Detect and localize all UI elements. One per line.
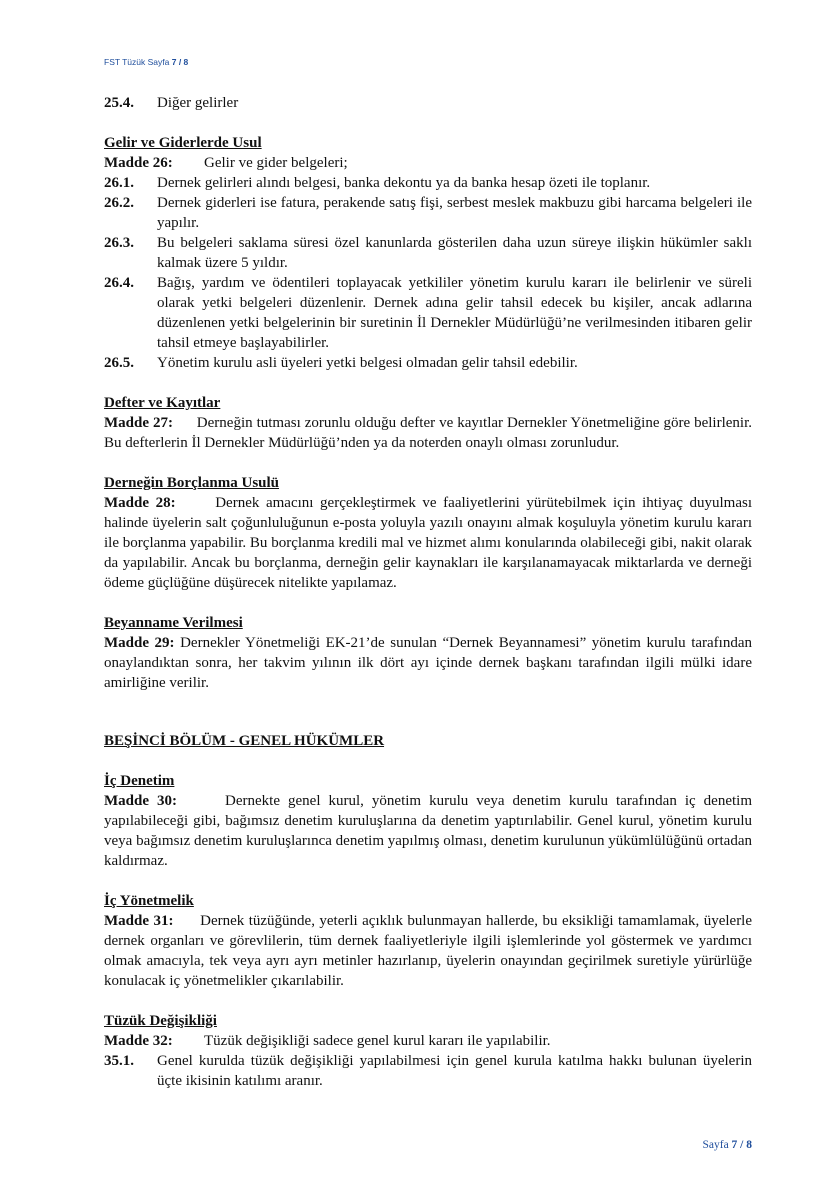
madde-29 xyxy=(104,633,752,693)
madde-label: Madde 28: xyxy=(104,495,176,511)
madde-label: Madde 32: xyxy=(104,1033,173,1049)
header-page-current: 7 xyxy=(171,57,177,67)
madde-27 xyxy=(104,413,752,453)
madde-28 xyxy=(104,493,752,593)
heading-tuzuk-degisikligi: Tüzük Değişikliği xyxy=(104,1013,217,1029)
document-body xyxy=(104,93,752,1091)
item-text: Bu belgeleri saklama süresi özel kanunlarda gösterilen daha uzun süreye ilişkin hükümler saklı kalmak üzere 5 yıldır. xyxy=(157,235,752,271)
madde-text: Gelir ve gider belgeleri; xyxy=(204,155,348,171)
madde-label: Madde 26: xyxy=(104,155,173,171)
item-35-1 xyxy=(104,1051,752,1091)
madde-text: Tüzük değişikliği sadece genel kurul kararı ile yapılabilir. xyxy=(204,1033,551,1049)
item-number: 25.4. xyxy=(104,95,134,111)
footer-page-sep: / xyxy=(737,1139,747,1151)
item-number: 35.1. xyxy=(104,1053,134,1069)
madde-text: Dernekte genel kurul, yönetim kurulu veya denetim kurulu tarafından iç denetim yapılabileceği gibi, bağımsız denetim kuruluşlarına da denetim yaptırılabilir. Genel kurul, yönetim kurulu veya bağımsız denetim kuruluşlarınca denetim yapılmış olması, denetim kurulunun yükümlülüğünü ortadan kaldırmaz. xyxy=(104,793,752,869)
item-26-2 xyxy=(104,193,752,233)
madde-text: Derneğin tutması zorunlu olduğu defter ve kayıtlar Dernekler Yönetmeliğine göre belirlenir. Bu defterlerin İl Dernekler Müdürlüğü’nden ya da noterden onaylı olması zorunludur. xyxy=(104,415,753,451)
item-text: Diğer gelirler xyxy=(157,95,239,111)
item-25-4 xyxy=(104,93,752,113)
footer-prefix: Sayfa xyxy=(702,1139,732,1151)
item-text: Dernek giderleri ise fatura, perakende satış fişi, serbest meslek makbuzu gibi harcama belgeleri ile yapılır. xyxy=(157,195,752,231)
madde-label: Madde 30: xyxy=(104,793,177,809)
item-number: 26.4. xyxy=(104,275,134,291)
item-26-3 xyxy=(104,233,752,273)
madde-text: Dernek amacını gerçekleştirmek ve faaliyetlerini yürütebilmek için ihtiyaç duyulması halinde üyelerin salt çoğunluluğunun e-posta yoluyla yazılı onayını almak koşuluyla yönetim kurulu kararı ile borçlanma yapabilir. Bu borçlanma kredili mal ve hizmet alımı konularında olabileceği gibi, nakit olarak da yapılabilir. Ancak bu borçlanma, derneğin gelir kaynakları ile karşılanamayacak miktarlarda ve derneği ödeme güçlüğüne düşürecek nitelikte yapılamaz. xyxy=(104,495,753,591)
madde-26 xyxy=(104,153,752,173)
page-footer xyxy=(702,1139,752,1151)
footer-page-current: 7 xyxy=(731,1139,738,1151)
heading-ic-denetim: İç Denetim xyxy=(104,773,175,789)
header-page-total: 8 xyxy=(183,57,189,67)
footer-page-total: 8 xyxy=(746,1139,752,1151)
heading-gelir-gider: Gelir ve Giderlerde Usul xyxy=(104,135,262,151)
item-26-4 xyxy=(104,273,752,353)
madde-label: Madde 31: xyxy=(104,913,174,929)
item-number: 26.1. xyxy=(104,175,134,191)
item-number: 26.5. xyxy=(104,355,134,371)
item-text: Genel kurulda tüzük değişikliği yapılabilmesi için genel kurula katılma hakkı bulunan üyelerin üçte ikisinin katılımı aranır. xyxy=(157,1053,752,1089)
madde-text: Dernekler Yönetmeliği EK-21’de sunulan “Dernek Beyannamesi” yönetim kurulu tarafından onaylandıktan sonra, her takvim yılının ilk dört ayı içinde dernek başkanı tarafından ilgili mülki idare amirliğine verilir. xyxy=(104,635,753,691)
heading-bolum-5: BEŞİNCİ BÖLÜM - GENEL HÜKÜMLER xyxy=(104,733,385,749)
madde-31 xyxy=(104,911,752,991)
item-26-1 xyxy=(104,173,752,193)
item-text: Bağış, yardım ve ödentileri toplayacak yetkililer yönetim kurulu kararı ile belirlenir ve süreli olarak yetki belgeleri düzenlenir. Dernek adına gelir tahsil edecek bu kişiler, ancak adlarına düzenlenen yetki belgelerinin bir suretinin İl Dernekler Müdürlüğü’ne verilmesinden itibaren gelir tahsil etmeye başlayabilirler. xyxy=(157,275,752,351)
page-header xyxy=(104,57,188,67)
item-text: Dernek gelirleri alındı belgesi, banka dekontu ya da banka hesap özeti ile toplanır. xyxy=(157,175,651,191)
heading-defter: Defter ve Kayıtlar xyxy=(104,395,221,411)
item-number: 26.3. xyxy=(104,235,134,251)
madde-label: Madde 27: xyxy=(104,415,173,431)
item-text: Yönetim kurulu asli üyeleri yetki belgesi olmadan gelir tahsil edebilir. xyxy=(157,355,578,371)
heading-beyanname: Beyanname Verilmesi xyxy=(104,615,243,631)
heading-borclanma: Derneğin Borçlanma Usulü xyxy=(104,475,280,491)
item-26-5 xyxy=(104,353,752,373)
item-number: 26.2. xyxy=(104,195,134,211)
header-page-sep: / xyxy=(176,57,184,67)
header-prefix: FST Tüzük Sayfa xyxy=(104,57,172,67)
madde-30 xyxy=(104,791,752,871)
madde-32 xyxy=(104,1031,752,1051)
heading-ic-yonetmelik: İç Yönetmelik xyxy=(104,893,194,909)
madde-text: Dernek tüzüğünde, yeterli açıklık bulunmayan hallerde, bu eksikliği tamamlamak, üyelerle dernek organları ve görevlilerin, tüm dernek faaliyetleriyle ilgili işlemlerinde yol göstermek ve yardımcı olmak amacıyla, tek veya ayrı ayrı metinler hazırlanıp, üyelerin onayından geçirilmek suretiyle yürürlüğe konulacak iç yönetmelikler çıkarılabilir. xyxy=(104,913,753,989)
madde-label: Madde 29: xyxy=(104,635,175,651)
